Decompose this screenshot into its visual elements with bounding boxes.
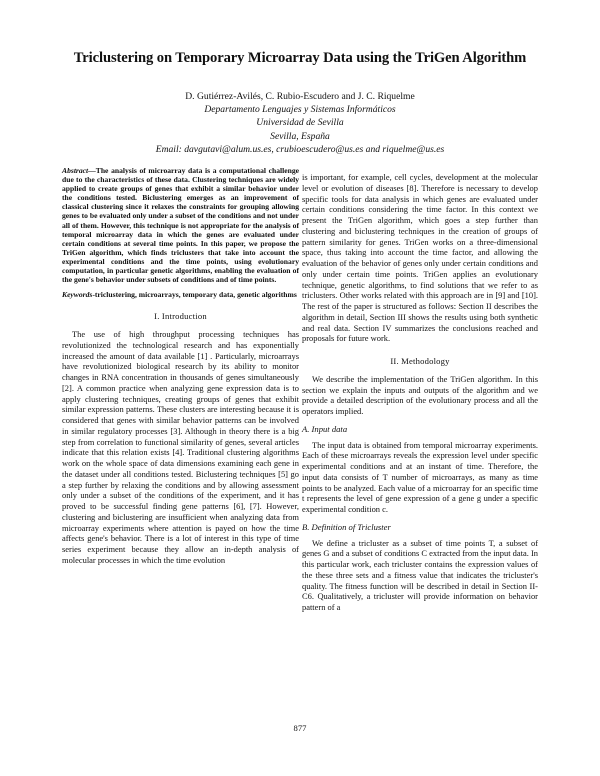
abstract-text: —The analysis of microarray data is a computational challenge due to the characteristics of these data. Clustering techniques are widely applied to create groups of genes that exhibit a similar behavior under the conditions tested. Biclustering emerges as an improvement of classical clustering since it relaxes the constraints for grouping allowing genes to be evaluated only under a subset of the conditions and not under all of them. However, this technique is not appropriate for the analysis of temporal microarray data in which the genes are evaluated under certain conditions at several time points. In this paper, we propose the TriGen algorithm, which finds triclusters that take into account the experimental conditions and the time points, using evolutionary computation, in particular genetic algorithms, enabling the evaluation of the gene's behavior under subsets of conditions and of time points. — [62, 166, 299, 285]
email: Email: davgutavi@alum.us.es, crubioescudero@us.es and riquelme@us.es — [155, 143, 445, 155]
subsection-heading-input-data: A. Input data — [302, 423, 348, 434]
introduction-paragraph: The use of high throughput processing techniques has revolutionized the technological research and has exponentially increased the amount of data available [1] . Particularly, microarrays have revolutionized biological research by its ability to monitor changes in RNA concentration in thousands of genes simultaneously [2]. A common practice when analyzing gene expression data is to apply clustering techniques, creating groups of genes that exhibit similar expression patterns. These clusters are interesting because it is considered that genes with similar behavior patterns can be involved in similar regulatory processes [3]. Although in theory there is a big step from correlation to functional similarity of genes, several articles indicate that this relation exists [4]. Traditional clustering algorithms work on the whole space of data dimensions examining each gene in the dataset under all conditions tested. Biclustering techniques [5] go a step further by relaxing the conditions and by allowing assessment only under a subset of the conditions of the experiment, and it has proved to be successful finding gene patterns [6], [7]. However, clustering and biclustering are insufficient when analyzing data from microarray experiments where attention is payed on how the time affects gene's behavior. There is a lot of interest in this type of time series experiment because they allow an in-depth analysis of molecular processes in which the time evolution — [62, 329, 299, 565]
page-number: 877 — [293, 723, 307, 733]
university: Universidad de Sevilla — [256, 117, 344, 129]
location: Sevilla, España — [270, 130, 330, 142]
input-data-paragraph: The input data is obtained from temporal microarray experiments. Each of these microarrays reveals the expression level under specific experimental conditions and at an instant of time. Therefore, the input data consists of T number of microarrays, as many as time points to be analyzed. Each value of a microarray for an specific time t represents the level of gene expression of a gene g under a specific experimental condition c. — [302, 439, 538, 514]
section-heading-methodology: II. Methodology — [390, 356, 450, 366]
left-column — [62, 166, 299, 566]
department: Departamento Lenguajes y Sistemas Informáticos — [204, 104, 396, 116]
authors: D. Gutiérrez-Avilés, C. Rubio-Escudero and J. C. Riquelme — [185, 91, 415, 102]
abstract — [62, 166, 299, 284]
author-block — [0, 90, 600, 156]
abstract-label: Abstract — [62, 166, 89, 175]
subsection-heading-tricluster: B. Definition of Tricluster — [302, 521, 391, 532]
keywords-text: -triclustering, microarrays, temporary data, genetic algorithms — [92, 290, 297, 300]
tricluster-paragraph: We define a tricluster as a subset of time points T, a subset of genes G and a subset of conditions C extracted from the input data. In this particular work, each tricluster contains the expression values of the these three sets and a fitness value that indicates the tricluster's quality. The fitness function will be described in detail in Section II-C6. Qualitatively, a tricluster will provide information on behavior pattern of a — [302, 537, 538, 612]
right-column — [302, 172, 538, 613]
introduction-continued-paragraph: is important, for example, cell cycles, development at the molecular level or evolution of diseases [8]. Therefore is necessary to develop specific tools for data analysis in which genes are evaluated under certain conditions considering the time factor. In this context we present the TriGen algorithm, which goes a step further than clustering and biclustering techniques in the creation of groups of pattern similarity for genes. TriGen works on a three-dimensional space, thus taking into account the time factor, and allowing the evaluation of the behavior of genes only under certain conditions and only under certain time points. TriGen applies an evolutionary technique, genetic algorithms, to find solutions that we refer to as triclusters. Other works related with this approach are in [9] and [10]. The rest of the paper is structured as follows: Section II describes the algorithm in detail, Section III shows the results using both synthetic and real data. Section IV summarizes the conclusions reached and proposals for future work. — [302, 172, 538, 344]
section-heading-introduction: I. Introduction — [154, 311, 207, 322]
keywords-label: Keywords — [62, 290, 93, 300]
keywords — [62, 290, 299, 299]
paper-title: Triclustering on Temporary Microarray Data using the TriGen Algorithm — [73, 50, 527, 66]
methodology-paragraph: We describe the implementation of the TriGen algorithm. In this section we explain the inputs and outputs of the algorithm and we provide a detailed description of the evolutionary process and all the operators implied. — [302, 373, 538, 416]
